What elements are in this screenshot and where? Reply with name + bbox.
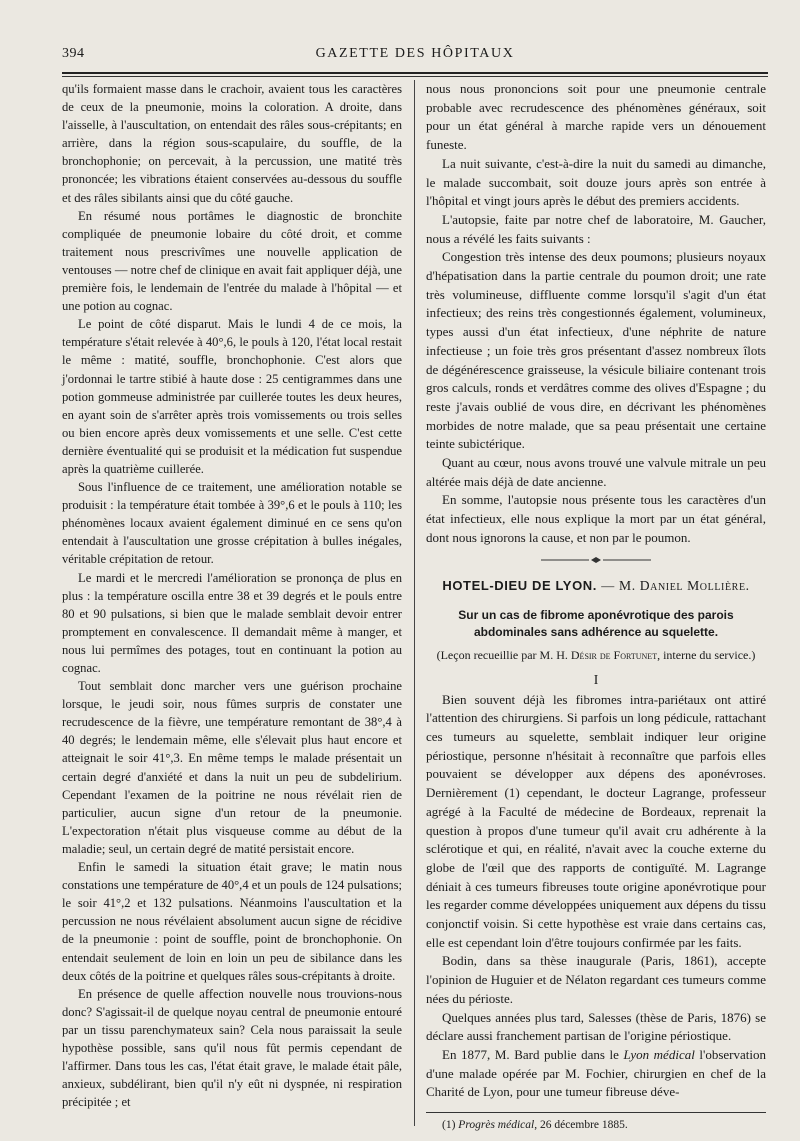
footnote-source: Progrès médical <box>458 1119 535 1132</box>
paragraph: nous nous prononcions soit pour une pneumonie centrale probable avec recrudescence des phénomènes généraux, soit pour un état général à marche rapide vers un dénouement funeste. <box>426 81 766 153</box>
paragraph: Tout semblait donc marcher vers une guérison prochaine lorsque, le jeudi soir, nous fûmes surpris de constater une recrudescence de la fièvre, une température remontant de 38°,4 à 40 degrés; le lendemain même, elle s'élevait plus haut encore et atteignait le soir 41°,3. En même temps le malade présentait un certain degré d'anxiété et dans la nuit un peu de subdelirium. Cependant l'examen de la poitrine ne nous révélait rien de particulier, aucun signe d'un retour de la pneumonie. L'expectoration n'était plus visqueuse comme au début de la maladie; seul, un certain degré de matité persistait encore. <box>62 679 402 856</box>
paragraph: Quelques années plus tard, Salesses (thèse de Paris, 1876) se déclare aussi franchement partisan de l'origine périostique. <box>426 1009 766 1044</box>
author-name: M. Daniel Mollière. <box>619 577 750 593</box>
section-heading <box>426 577 766 595</box>
text-run: En 1877, M. Bard publie dans le <box>442 1046 624 1062</box>
text-run: l'observation d'une malade opérée par M. Fochier, chirurgien en chef de la Charité de Lyon, pour une tumeur fibreuse déve- <box>426 1046 767 1100</box>
right-column <box>426 80 766 1133</box>
heading-dash: — <box>601 577 615 593</box>
header-rule-thin <box>62 76 768 77</box>
page-number: 394 <box>62 46 85 61</box>
paragraph: qu'ils formaient masse dans le crachoir, avaient tous les caractères de ceux de la pneumonie, moins la coloration. A droite, dans l'aisselle, à l'auscultation, on entendait des râles sous-crépitants; en arrière, dans la région sous-scapulaire, du souffle, de la bronchophonie; on percevait, à la percussion, une matité très prononcée; les vibrations étaient conservées au-dessous du souffle et des râles sibilants ainsi que du côté gauche. <box>62 82 402 205</box>
paragraph: Congestion très intense des deux poumons; plusieurs noyaux d'hépatisation dans la partie centrale du poumon droit; une rate très volumineuse, diffluente comme lorsqu'il s'agit d'un état infectieux; des reins très congestionnés également, volumineux, types aussi d'un état infectieux, d'une néphrite de nature infectieuse ; un foie très gros présentant d'assez nombreux îlots de dégénérescence graisseuse, la vésicule biliaire contenant trois gros calculs, ronds et verdâtres comme des olives d'Espagne ; du reste j'avais oublié de vous dire, en décrivant les phénomènes morbides de notre malade, que sa peau présentait une certaine teinte subictérique. <box>426 249 766 452</box>
journal-reference: Lyon médical <box>623 1046 695 1062</box>
footnote <box>426 1117 766 1133</box>
paragraph: Le point de côté disparut. Mais le lundi 4 de ce mois, la température s'était relevée à 40°,6, le pouls à 120, l'état local restait le même : matité, souffle, bronchophonie. C'est alors que j'ordonnai le tartre stibié à haute dose : 25 centigrammes dans une potion gommeuse administrée par cuillerée toutes les deux heures, en ayant soin de s'arrêter après trois vomissements ou trois selles ou bien encore après deux vomissements et une selle. C'est cette dernière éventualité qui se produisit et la médication fut suspendue après la quatrième cuillerée. <box>62 317 402 476</box>
lecture-prefix: (Leçon recueillie par M. H. <box>436 647 571 662</box>
footnote-marker: (1) <box>442 1119 456 1132</box>
paragraph: Bodin, dans sa thèse inaugurale (Paris, 1861), accepte l'opinion de Huguier et de Nélaton regardant ces tumeurs comme nées du périoste. <box>426 953 766 1006</box>
paragraph: Bien souvent déjà les fibromes intra-pariétaux ont attiré l'attention des chirurgiens. Si parfois un long pédicule, rattachant ces tumeurs au squelette, semblait indiquer leur origine périostique, personne n'hésitait à reconnaître que parfois elles pouvaient se développer aux dépens des aponévroses. Dernièrement (1) cependant, le docteur Lagrange, professeur agrégé à la Faculté de médecine de Bordeaux, reprenait la question à propos d'une tumeur qu'il avait cru adhérente à la sclérotique et qui, en réalité, n'avait avec la couche externe du globe de l'œil que des rapports de contiguïté. M. Lagrange déniait à ces tumeurs fibreuses toute origine aponévrotique pour les regarder comme développées uniquement aux dépens du tissu conjonctif voisin. Si cette hypothèse est vraie dans certains cas, elle est cependant loin d'être toujours confirmée par les faits. <box>426 691 766 950</box>
column-divider <box>414 80 415 1126</box>
lecture-name: Désir de Fortunet <box>570 647 658 662</box>
section-ornament <box>426 556 766 567</box>
journal-title: GAZETTE DES HÔPITAUX <box>315 46 515 61</box>
ornament-rule <box>541 556 651 564</box>
paragraph: Enfin le samedi la situation était grave; le matin nous constations une température de 40°,4 et un pouls de 124 pulsations; le soir 41°,2 et 132 pulsations. Néanmoins l'auscultation et la percussion ne nous révélaient absolument aucun signe de récidive de la pneumonie : point de souffle, point de bronchophonie. On entendait seulement de loin en loin un peu de sibilance dans les deux côtés de la poitrine et quelques râles sous-crépitants à droite. <box>62 860 402 983</box>
article-title: Sur un cas de fibrome aponévrotique des parois abdominales sans adhérence au squelette. <box>458 607 734 639</box>
paragraph: Quant au cœur, nous avons trouvé une valvule mitrale un peu altérée mais déjà de date ancienne. <box>426 455 766 489</box>
hospital-name: HOTEL-DIEU DE LYON. <box>442 577 597 593</box>
paragraph <box>426 1046 766 1102</box>
header-rule-thick <box>62 72 768 74</box>
part-numeral: I <box>593 671 599 687</box>
paragraph: La nuit suivante, c'est-à-dire la nuit du samedi au dimanche, le malade succombait, soit douze jours après son entrée à l'hôpital et vingt jours après le début des premiers accidents. <box>426 155 766 209</box>
paragraph: L'autopsie, faite par notre chef de laboratoire, M. Gaucher, nous a révélé les faits suivants : <box>426 211 766 246</box>
page-header <box>62 45 768 67</box>
paragraph: Sous l'influence de ce traitement, une amélioration notable se produisit : la température était tombée à 39°,6 et le pouls à 110; les phénomènes locaux avaient également diminué en ce sens qu'on entendait à l'auscultation une grosse crépitation à bulles inégales, véritable crépitation de retour. <box>62 480 402 567</box>
paragraph: Le mardi et le mercredi l'amélioration se prononça de plus en plus : la température oscilla entre 38 et 39 degrés et le pouls entre 80 et 90 pulsations, si bien que le malade semblait devoir entrer promptement en convalescence. Il demandait même à manger, et nous lui permîmes des potages, tout en continuant la potion au cognac. <box>62 570 402 675</box>
footnote-date: , 26 décembre 1885. <box>534 1119 628 1132</box>
left-column <box>62 80 402 1111</box>
footnote-rule <box>426 1112 766 1113</box>
lecture-note <box>426 647 766 664</box>
lecture-suffix: , interne du service.) <box>657 647 756 662</box>
paragraph: En somme, l'autopsie nous présente tous les caractères d'un état infectieux, elle nous explique la mort par un état général, dont nous ignorons la cause, et non par le poumon. <box>426 492 766 545</box>
paragraph: En résumé nous portâmes le diagnostic de bronchite compliquée de pneumonie lobaire du côté droit, et comme traitement nous prescrivîmes une nouvelle application de ventouses — notre chef de clinique en avait fait appliquer déjà, une première fois, le lendemain de l'entrée du malade à l'hôpital — et une potion au cognac. <box>62 208 402 314</box>
paragraph: En présence de quelle affection nouvelle nous trouvions-nous donc? S'agissait-il de quelque noyau central de pneumonie entouré par un tissu parenchymateux sain? Cela nous paraissait la seule hypothèse possible, sans qu'il nous fût permis cependant de l'affirmer. Dans tous les cas, l'état était grave, le malade était pâle, anxieux, subdélirant, bien qu'il n'y eût ni dyspnée, ni respiration précipitée ; et <box>62 986 402 1110</box>
